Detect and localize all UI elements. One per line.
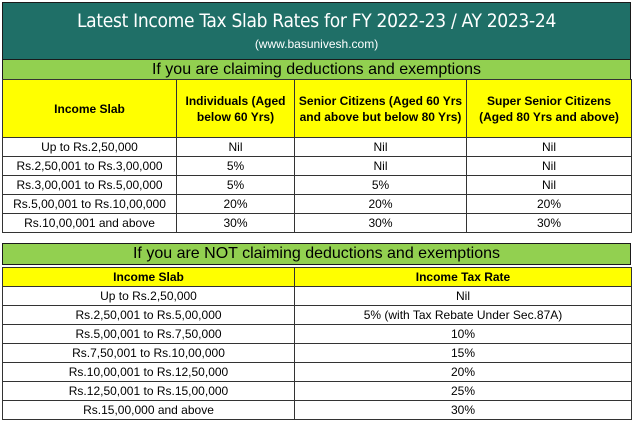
rate-cell: Nil xyxy=(295,287,632,306)
income-slab-cell: Rs.7,50,001 to Rs.10,00,000 xyxy=(3,344,295,363)
income-slab-cell: Rs.2,50,001 to Rs.5,00,000 xyxy=(3,306,295,325)
rate-cell: 30% xyxy=(295,214,467,233)
rate-cell: 30% xyxy=(177,214,295,233)
table-without-deductions xyxy=(2,267,632,420)
column-header: Income Slab xyxy=(3,268,295,287)
rate-cell: 20% xyxy=(295,195,467,214)
rate-cell: 15% xyxy=(295,344,632,363)
rate-cell: 10% xyxy=(295,325,632,344)
rate-cell: 20% xyxy=(295,363,632,382)
table-row xyxy=(3,325,632,344)
column-header: Senior Citizens (Aged 60 Yrs and above but below 80 Yrs) xyxy=(295,80,467,138)
table-row xyxy=(3,344,632,363)
column-header: Super Senior Citizens (Aged 80 Yrs and above) xyxy=(467,80,632,138)
income-slab-cell: Rs.15,00,000 and above xyxy=(3,401,295,420)
table-row xyxy=(3,363,632,382)
table-header-row xyxy=(3,80,632,138)
rate-cell: Nil xyxy=(177,138,295,157)
column-header: Individuals (Aged below 60 Yrs) xyxy=(177,80,295,138)
rate-cell: Nil xyxy=(467,157,632,176)
rate-cell: Nil xyxy=(295,157,467,176)
table-header-row xyxy=(3,268,632,287)
rate-cell: 5% xyxy=(177,157,295,176)
source-website: (www.basunivesh.com) xyxy=(254,37,379,51)
income-slab-cell: Rs.5,00,001 to Rs.7,50,000 xyxy=(3,325,295,344)
rate-cell: Nil xyxy=(467,176,632,195)
rate-cell: 20% xyxy=(177,195,295,214)
income-slab-cell: Rs.2,50,001 to Rs.3,00,000 xyxy=(3,157,177,176)
income-slab-cell: Up to Rs.2,50,000 xyxy=(3,138,177,157)
table-row xyxy=(3,214,632,233)
title-banner xyxy=(2,2,631,60)
table-row xyxy=(3,176,632,195)
table-row xyxy=(3,157,632,176)
rate-cell: Nil xyxy=(467,138,632,157)
income-slab-cell: Rs.5,00,001 to Rs.10,00,000 xyxy=(3,195,177,214)
column-header: Income Slab xyxy=(3,80,177,138)
rate-cell: 5% xyxy=(295,176,467,195)
tax-slab-sheet xyxy=(2,2,631,425)
section-heading-with-deductions: If you are claiming deductions and exemptions xyxy=(2,59,631,81)
rate-cell: 5% (with Tax Rebate Under Sec.87A) xyxy=(295,306,632,325)
rate-cell: Nil xyxy=(295,138,467,157)
income-slab-cell: Up to Rs.2,50,000 xyxy=(3,287,295,306)
rate-cell: 30% xyxy=(295,401,632,420)
table-row xyxy=(3,306,632,325)
page-title: Latest Income Tax Slab Rates for FY 2022-23 / AY 2023-24 xyxy=(76,10,557,32)
table-row xyxy=(3,138,632,157)
rate-cell: 25% xyxy=(295,382,632,401)
table-row xyxy=(3,382,632,401)
income-slab-cell: Rs.10,00,001 and above xyxy=(3,214,177,233)
rate-cell: 5% xyxy=(177,176,295,195)
column-header: Income Tax Rate xyxy=(295,268,632,287)
section-heading-without-deductions: If you are NOT claiming deductions and exemptions xyxy=(2,243,631,265)
income-slab-cell: Rs.12,50,001 to Rs.15,00,000 xyxy=(3,382,295,401)
table-with-deductions xyxy=(2,79,632,233)
table-row xyxy=(3,287,632,306)
rate-cell: 30% xyxy=(467,214,632,233)
rate-cell: 20% xyxy=(467,195,632,214)
income-slab-cell: Rs.3,00,001 to Rs.5,00,000 xyxy=(3,176,177,195)
income-slab-cell: Rs.10,00,001 to Rs.12,50,000 xyxy=(3,363,295,382)
table-row xyxy=(3,195,632,214)
table-row xyxy=(3,401,632,420)
